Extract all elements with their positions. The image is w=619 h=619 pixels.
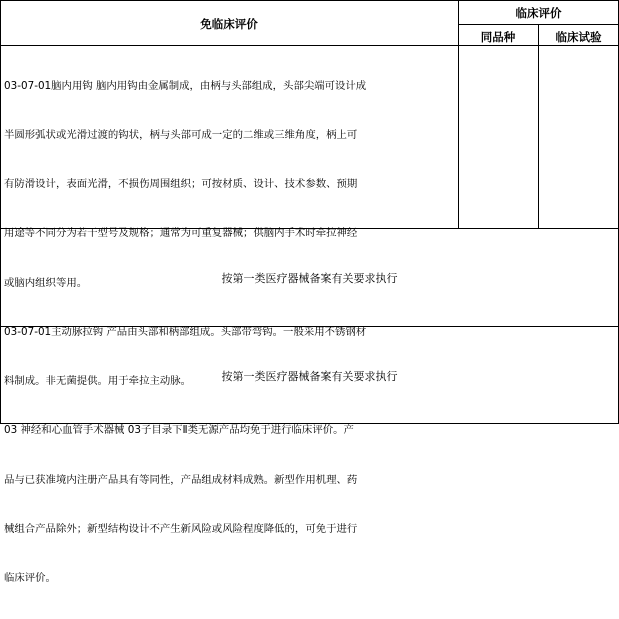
text-line: 械组合产品除外；新型结构设计不产生新风险或风险程度降低的，可免于进行 (4, 522, 358, 535)
text-line: 03-07-01脑内用钩 脑内用钩由金属制成，由柄与头部组成，头部尖端可设计成 (4, 79, 367, 92)
text-line: 03 神经和心血管手术器械 03子目录下Ⅱ类无源产品均免于进行临床评价。产 (4, 424, 354, 437)
text-line: 有防滑设计，表面光滑，不损伤周围组织；可按材质、设计、技术参数、预期 (4, 178, 358, 191)
text-line: 品与已获准境内注册产品具有等同性，产品组成材料成熟。新型作用机理、药 (4, 473, 358, 486)
text-line: 半圆形弧状或光滑过渡的钩状，柄与头部可成一定的二维或三维角度，柄上可 (4, 129, 358, 142)
text-line: 03-07-01主动脉拉钩 产品由头部和柄部组成。头部带弯钩。一般采用不锈钢材 (4, 325, 367, 338)
header-same-product: 同品种 (480, 30, 516, 44)
header-clinical-trial: 临床试验 (555, 30, 602, 44)
header-exempt-eval: 免临床评价 (200, 17, 258, 31)
header-clinical-eval: 临床评价 (515, 6, 562, 20)
class-one-note: 按第一类医疗器械备案有关要求执行 (221, 370, 398, 383)
text-line: 用途等不同分为若干型号及规格；通常为可重复器械；供脑内手术时牵拉神经 (4, 227, 358, 240)
text-line: 临床评价。 (4, 572, 56, 584)
text-line: 料制成。非无菌提供。用于牵拉主动脉。 (4, 375, 192, 388)
table-border-left (0, 0, 1, 424)
exempt-description (4, 45, 456, 619)
class-one-note: 按第一类医疗器械备案有关要求执行 (221, 272, 398, 285)
text-line: 或脑内组织等用。 (4, 276, 88, 289)
col-divider-trial (538, 24, 539, 228)
table-border-top (0, 0, 619, 1)
